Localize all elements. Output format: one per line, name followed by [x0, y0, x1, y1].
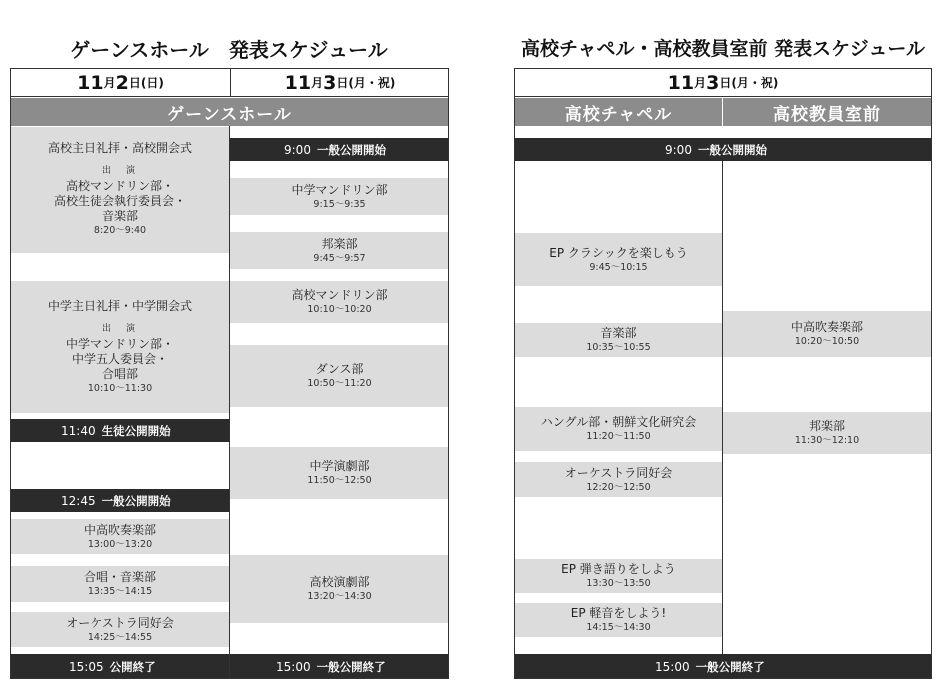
bar-time: 11:40 [61, 423, 96, 438]
event-dance [230, 345, 449, 407]
event-hangul-club [515, 407, 722, 451]
event-junior-opening [11, 281, 229, 413]
performer: 合唱部 [101, 367, 138, 382]
bar-text: 生徒公開開始 [101, 423, 171, 438]
event-title: 中学主日礼拝・中学開会式 [47, 299, 192, 313]
event-name: EP 弾き語りをしよう [561, 562, 676, 577]
event-time: 10:10～11:30 [87, 383, 153, 395]
bar-time: 15:05 [69, 659, 104, 674]
event-time: 10:20～10:50 [794, 336, 860, 348]
bar-text: 一般公開開始 [697, 142, 767, 157]
day-month-char: 月 [694, 76, 707, 90]
right-schedule-table [514, 68, 932, 679]
event-brass-band [11, 519, 229, 554]
performer: 高校生徒会執行委員会・ [53, 194, 186, 209]
event-time: 13:20～14:30 [307, 591, 372, 603]
event-time: 10:10～10:20 [307, 304, 372, 316]
event-time: 9:45～10:15 [589, 261, 648, 273]
day1-day-char: 日 [128, 76, 141, 90]
event-name: EP 軽音をしよう! [570, 606, 667, 621]
event-junior-drama [230, 447, 449, 499]
event-orchestra [11, 612, 229, 647]
bar-text: 一般公開終了 [316, 659, 386, 674]
performer-label: 出 演 [101, 324, 138, 334]
performer: 音楽部 [101, 209, 138, 224]
bar-time: 9:00 [665, 142, 692, 157]
right-day-header [515, 69, 931, 97]
bar-text: 公開終了 [109, 659, 156, 674]
left-day2-open-bar [230, 138, 449, 161]
venue-teachers-room: 高校教員室前 [723, 98, 931, 126]
day-day-char: 日 [719, 76, 732, 90]
event-time: 14:25～14:55 [87, 631, 153, 643]
day1-day-num: 2 [115, 71, 129, 94]
day2-weekday: (月・祝) [348, 76, 396, 90]
day1-month-num: 11 [77, 71, 104, 94]
event-time: 8:20～9:40 [93, 225, 147, 237]
event-time: 9:45～9:57 [313, 252, 366, 264]
event-name: 音楽部 [600, 326, 637, 341]
event-junior-mandolin [230, 178, 449, 215]
performer: 中学五人委員会・ [71, 352, 168, 367]
event-time: 11:30～12:10 [794, 435, 860, 447]
day2-month-num: 11 [284, 71, 312, 94]
event-name: 中高吹奏楽部 [790, 320, 863, 335]
event-time: 13:00～13:20 [87, 538, 153, 550]
event-name: 邦楽部 [808, 419, 845, 434]
event-brass-band-teachers [723, 311, 931, 357]
left-day1-header [11, 69, 230, 97]
event-time: 11:50～12:50 [307, 475, 372, 487]
event-name: 高校マンドリン部 [291, 288, 388, 303]
day2-month-char: 月 [311, 76, 324, 90]
event-time: 14:15～14:30 [586, 622, 651, 634]
event-high-opening [11, 127, 229, 253]
right-title: 高校チャペル・高校教員室前 発表スケジュール [521, 38, 925, 60]
left-schedule-table [10, 68, 449, 679]
event-high-drama [230, 555, 449, 623]
event-hogaku-teachers [723, 412, 931, 454]
event-name: ダンス部 [315, 362, 364, 377]
event-time: 13:35～14:15 [87, 586, 153, 598]
day1-month-char: 月 [103, 76, 116, 90]
bar-time: 9:00 [284, 142, 311, 157]
event-time: 10:35～10:55 [586, 342, 651, 354]
student-open-bar [11, 419, 229, 442]
event-name: 邦楽部 [321, 236, 358, 251]
event-ep-light-music [515, 603, 722, 637]
event-name: ハングル部・朝鮮文化研究会 [540, 415, 697, 430]
performer: 中学マンドリン部・ [65, 337, 174, 352]
left-day2-end-bar [230, 654, 449, 679]
left-title: ゲーンスホール 発表スケジュール [70, 38, 388, 62]
event-name: 中学マンドリン部 [291, 182, 388, 197]
bar-text: 一般公開開始 [101, 493, 171, 508]
bar-time: 12:45 [61, 493, 96, 508]
left-day1-end-bar [11, 654, 229, 679]
day-month-num: 11 [667, 71, 695, 94]
performer-label: 出 演 [101, 166, 138, 176]
event-name: オーケストラ同好会 [66, 615, 174, 630]
day1-weekday: (日) [140, 76, 164, 90]
day2-day-num: 3 [323, 71, 337, 94]
bar-time: 15:00 [655, 659, 690, 674]
event-name: 高校演劇部 [309, 575, 370, 590]
event-time: 13:30～13:50 [586, 578, 651, 590]
event-title: 高校主日礼拝・高校開会式 [47, 141, 192, 155]
venue-divider [722, 98, 723, 126]
event-ep-classic [515, 233, 722, 286]
event-name: EP クラシックを楽しもう [549, 245, 688, 260]
bar-text: 一般公開終了 [695, 659, 765, 674]
venue-high-chapel: 高校チャペル [515, 98, 722, 126]
event-name: 合唱・音楽部 [83, 570, 156, 585]
event-time: 10:50～11:20 [307, 378, 372, 390]
day-weekday: (月・祝) [731, 76, 779, 90]
day-day-num: 3 [706, 71, 720, 94]
bar-time: 15:00 [276, 659, 311, 674]
left-day2-header [230, 69, 449, 97]
right-end-bar [515, 654, 931, 679]
day2-day-char: 日 [336, 76, 349, 90]
public-open-bar [11, 489, 229, 512]
event-hogaku [230, 232, 449, 269]
left-venue-header: ゲーンスホール [11, 98, 448, 126]
event-time: 9:15～9:35 [313, 198, 366, 210]
event-name: 中学演劇部 [309, 459, 370, 474]
right-open-bar [515, 138, 931, 161]
bar-text: 一般公開開始 [316, 142, 386, 157]
event-time: 12:20～12:50 [586, 481, 651, 493]
event-high-mandolin [230, 281, 449, 323]
event-ep-singing [515, 559, 722, 593]
event-choir-music [11, 566, 229, 602]
event-time: 11:20～11:50 [586, 431, 651, 443]
performer: 高校マンドリン部・ [65, 179, 174, 194]
event-name: オーケストラ同好会 [564, 465, 673, 480]
event-name: 中高吹奏楽部 [83, 522, 156, 537]
event-music-club [515, 323, 722, 357]
event-orchestra-chapel [515, 462, 722, 497]
right-column-divider [722, 161, 723, 654]
